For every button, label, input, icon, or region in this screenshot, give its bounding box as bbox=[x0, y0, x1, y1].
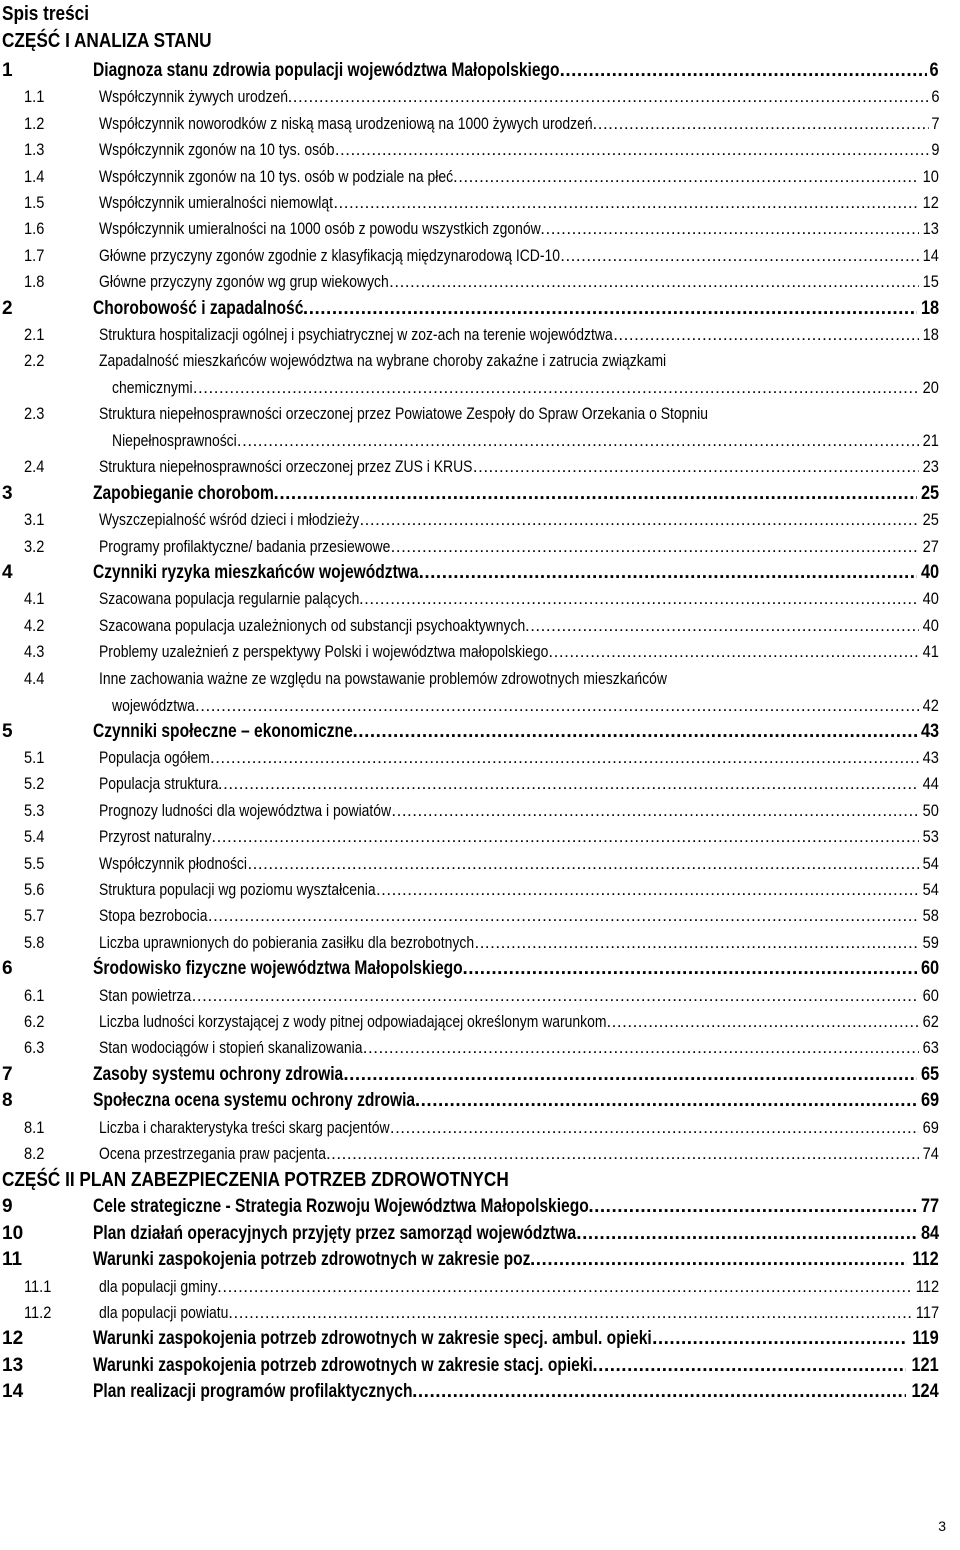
toc-entry[interactable] bbox=[0, 613, 960, 639]
toc-entry-title: Struktura hospitalizacji ogólnej i psychiatrycznej w zoz-ach na terenie województwa bbox=[99, 325, 613, 344]
toc-entry-number: 13 bbox=[2, 1354, 24, 1376]
toc-entry-number: 5.5 bbox=[24, 853, 45, 873]
toc-entry-number: 6 bbox=[2, 958, 13, 980]
toc-entry-title: Niepełnosprawności bbox=[112, 431, 237, 451]
toc-entry-number: 5 bbox=[2, 720, 13, 742]
toc-entry-line bbox=[93, 1062, 939, 1088]
dot-leader bbox=[376, 877, 919, 903]
toc-entry-title: Społeczna ocena systemu ochrony zdrowia bbox=[93, 1090, 416, 1112]
dot-leader bbox=[540, 216, 919, 242]
toc-entry-number: 9 bbox=[2, 1196, 13, 1218]
toc-entry[interactable] bbox=[0, 1300, 960, 1326]
toc-entry-line bbox=[93, 481, 939, 507]
toc-entry-title: Plan realizacji programów profilaktycznych bbox=[93, 1381, 413, 1403]
toc-entry-page: 42 bbox=[922, 695, 939, 715]
toc-entry[interactable] bbox=[0, 58, 960, 84]
toc-entry-line bbox=[99, 930, 939, 956]
toc-entry-page: 112 bbox=[912, 1249, 939, 1271]
toc-entry-line bbox=[93, 1194, 939, 1220]
toc-entry-number: 8.2 bbox=[24, 1144, 45, 1163]
toc-entry-title: Szacowana populacja uzależnionych od substancji psychoaktywnych bbox=[99, 615, 526, 635]
toc-entry-line bbox=[99, 1115, 939, 1141]
toc-entry-title: Współczynnik żywych urodzeń bbox=[99, 87, 289, 107]
toc-entry-title: Plan działań operacyjnych przyjęty przez samorząd województwa bbox=[93, 1222, 577, 1244]
toc-entry-title: Współczynnik noworodków z niską masą urodzeniową na 1000 żywych urodzeń bbox=[99, 113, 593, 133]
page-number: 3 bbox=[938, 1518, 946, 1534]
toc-entry-page: 15 bbox=[922, 272, 939, 292]
toc-entry-page: 121 bbox=[911, 1354, 939, 1376]
toc-entry[interactable] bbox=[0, 903, 960, 929]
toc-entry-line bbox=[93, 1088, 939, 1114]
toc-entry-page: 7 bbox=[930, 113, 939, 133]
toc-entry-line bbox=[99, 613, 939, 639]
toc-entry[interactable] bbox=[0, 190, 960, 216]
toc-entry-line bbox=[99, 903, 939, 929]
toc-entry-number: 12 bbox=[2, 1328, 24, 1350]
dot-leader bbox=[303, 296, 917, 322]
toc-entry-page: 40 bbox=[922, 615, 939, 635]
toc-entry-line bbox=[99, 243, 939, 269]
dot-leader bbox=[359, 586, 919, 612]
toc-entry-number: 4.2 bbox=[24, 615, 45, 635]
toc-entry-title: Współczynnik zgonów na 10 tys. osób bbox=[99, 140, 335, 160]
toc-entry-number: 1.3 bbox=[24, 140, 45, 160]
toc-entry-title: chemicznymi bbox=[112, 378, 193, 398]
toc-entry-title: Szacowana populacja regularnie palących bbox=[99, 589, 360, 609]
dot-leader bbox=[211, 824, 919, 850]
toc-entry-title: Przyrost naturalny bbox=[99, 827, 212, 847]
toc-entry[interactable] bbox=[0, 507, 960, 533]
toc-entry-page: 18 bbox=[920, 297, 939, 319]
dot-leader bbox=[453, 164, 919, 190]
toc-entry[interactable] bbox=[0, 1115, 960, 1141]
toc-entry-line bbox=[99, 1274, 939, 1300]
toc-entry-number: 5.8 bbox=[24, 932, 45, 952]
toc-entry-page: 6 bbox=[930, 87, 939, 107]
dot-leader bbox=[218, 771, 919, 797]
toc-entry-page: 23 bbox=[922, 457, 939, 477]
toc-entry-line bbox=[99, 1300, 939, 1326]
toc-entry-number: 11.2 bbox=[24, 1303, 52, 1322]
toc-entry-line bbox=[93, 296, 939, 322]
toc-entry-page: 50 bbox=[922, 800, 939, 820]
dot-leader bbox=[195, 693, 919, 719]
toc-entry-title: Struktura niepełnosprawności orzeczonej przez ZUS i KRUS bbox=[99, 457, 473, 477]
toc-entry[interactable] bbox=[0, 322, 960, 348]
toc-entry-number: 2 bbox=[2, 297, 13, 319]
toc-entry-number: 11.1 bbox=[24, 1276, 52, 1296]
dot-leader bbox=[208, 903, 919, 929]
toc-entry-title: Zasoby systemu ochrony zdrowia bbox=[93, 1063, 344, 1085]
dot-leader bbox=[333, 190, 919, 216]
toc-entry-line bbox=[99, 164, 939, 190]
toc-entry-number: 5.1 bbox=[24, 748, 45, 767]
toc-entry-page: 25 bbox=[922, 510, 939, 530]
toc-entry-title: Chorobowość i zapadalność bbox=[93, 297, 304, 319]
toc-entry-page: 53 bbox=[922, 827, 939, 847]
toc-entry-line bbox=[99, 824, 939, 850]
toc-entry[interactable] bbox=[0, 851, 960, 877]
toc-entry-line bbox=[99, 1009, 939, 1035]
toc-entry-title: Populacja struktura bbox=[99, 774, 219, 794]
toc-entry-page: 10 bbox=[922, 166, 939, 186]
toc-entry[interactable] bbox=[0, 930, 960, 956]
toc-entry-line bbox=[93, 58, 939, 84]
toc-entry[interactable] bbox=[0, 269, 960, 295]
toc-entry-page: 43 bbox=[922, 748, 939, 767]
toc-entry[interactable] bbox=[0, 1009, 960, 1035]
dot-leader bbox=[462, 956, 916, 982]
toc-entry[interactable] bbox=[0, 1247, 960, 1273]
dot-leader bbox=[474, 930, 919, 956]
toc-entry-number: 3.1 bbox=[24, 510, 45, 530]
toc-entry-line bbox=[99, 639, 939, 665]
toc-entry-title: Ocena przestrzegania praw pacjenta bbox=[99, 1144, 327, 1163]
toc-entry-title: Główne przyczyny zgonów zgodnie z klasyfikacją międzynarodową ICD-10 bbox=[99, 245, 561, 265]
toc-entry-page: 62 bbox=[922, 1012, 939, 1031]
toc-entry-number: 2.2 bbox=[24, 351, 45, 371]
toc-entry-number: 6.3 bbox=[24, 1038, 45, 1058]
toc-entry-page: 14 bbox=[922, 245, 939, 265]
toc-entry-page: 124 bbox=[911, 1381, 939, 1403]
toc-entry-page: 54 bbox=[922, 880, 939, 899]
toc-entry-title-first-line: Inne zachowania ważne ze względu na powstawanie problemów zdrowotnych mieszkańców bbox=[99, 668, 667, 688]
toc-entry-line bbox=[99, 745, 939, 771]
toc-entry-page: 44 bbox=[922, 774, 939, 794]
toc-entry-title: Współczynnik umieralności niemowląt bbox=[99, 193, 333, 212]
toc-entry-page: 25 bbox=[920, 482, 939, 504]
toc-entry-title: Współczynnik umieralności na 1000 osób z powodu wszystkich zgonów bbox=[99, 219, 541, 239]
toc-entry-page: 63 bbox=[922, 1038, 939, 1058]
toc-entry-page: 74 bbox=[922, 1144, 939, 1163]
part1-title: CZĘŚĆ I ANALIZA STANU bbox=[2, 30, 212, 52]
dot-leader bbox=[391, 534, 919, 560]
toc-entry-line bbox=[99, 1035, 939, 1061]
toc-entry-line bbox=[93, 1326, 939, 1352]
toc-entry-title: Problemy uzależnień z perspektywy Polski i województwa małopolskiego bbox=[99, 642, 549, 662]
toc-entry-number: 10 bbox=[2, 1222, 24, 1244]
toc-entry-line bbox=[112, 375, 939, 401]
toc-entry-line bbox=[99, 84, 939, 110]
toc-entry-page: 12 bbox=[922, 193, 939, 212]
toc-entry-number: 2.1 bbox=[24, 325, 45, 344]
toc-entry-line bbox=[99, 137, 939, 163]
toc-entry-page: 59 bbox=[922, 932, 939, 952]
toc-entry-line bbox=[99, 586, 939, 612]
toc-entry[interactable] bbox=[0, 111, 960, 137]
toc-entry[interactable] bbox=[0, 243, 960, 269]
toc-entry-number: 6.1 bbox=[24, 985, 45, 1005]
toc-entry-number: 1.6 bbox=[24, 219, 45, 239]
dot-leader bbox=[419, 560, 917, 586]
part2-title: CZĘŚĆ II PLAN ZABEZPIECZENIA POTRZEB ZDROWOTNYCH bbox=[2, 1169, 509, 1192]
toc-entry[interactable] bbox=[0, 745, 960, 771]
toc-entry-line bbox=[99, 534, 939, 560]
toc-entry-page: 41 bbox=[922, 642, 939, 662]
toc-entry-page: 112 bbox=[915, 1276, 939, 1296]
toc-entry-page: 54 bbox=[922, 853, 939, 873]
toc-entry[interactable] bbox=[0, 401, 960, 454]
toc-entry-number: 6.2 bbox=[24, 1012, 45, 1031]
toc-entry-number: 7 bbox=[2, 1063, 13, 1085]
toc-entry-number: 3.2 bbox=[24, 536, 45, 556]
toc-entry-number: 2.3 bbox=[24, 404, 45, 424]
dot-leader bbox=[412, 1379, 906, 1405]
toc-entry-line bbox=[112, 693, 939, 719]
dot-leader bbox=[530, 1247, 907, 1273]
toc-entry-line bbox=[99, 877, 939, 903]
toc-entry-page: 18 bbox=[922, 325, 939, 344]
toc-entry-number: 5.2 bbox=[24, 774, 45, 794]
toc-entry-title: Populacja ogółem bbox=[99, 748, 210, 767]
toc-entry-title: Czynniki społeczne – ekonomiczne bbox=[93, 720, 353, 742]
toc-entry-line bbox=[93, 1247, 939, 1273]
toc-entry-line bbox=[99, 269, 939, 295]
toc-entry[interactable] bbox=[0, 983, 960, 1009]
toc-entry[interactable] bbox=[0, 824, 960, 850]
dot-leader bbox=[548, 639, 919, 665]
dot-leader bbox=[288, 84, 929, 110]
dot-leader bbox=[274, 481, 917, 507]
toc-entry-number: 4.4 bbox=[24, 668, 45, 688]
toc-entry-title: Liczba i charakterystyka treści skarg pacjentów bbox=[99, 1117, 390, 1137]
toc-entry-page: 69 bbox=[922, 1117, 939, 1137]
toc-entry-page: 40 bbox=[920, 562, 939, 583]
toc-entry-line bbox=[99, 851, 939, 877]
toc-entry[interactable] bbox=[0, 84, 960, 110]
dot-leader bbox=[210, 745, 919, 771]
dot-leader bbox=[192, 983, 919, 1009]
toc-entry-page: 21 bbox=[922, 431, 939, 451]
toc-entry-title: Warunki zaspokojenia potrzeb zdrowotnych w zakresie poz bbox=[93, 1249, 531, 1271]
toc-entry[interactable] bbox=[0, 1062, 960, 1088]
dot-leader bbox=[335, 137, 929, 163]
toc-entry-page: 40 bbox=[922, 589, 939, 609]
toc-entry-title: dla populacji powiatu bbox=[99, 1303, 229, 1322]
toc-entry-title: Liczba uprawnionych do pobierania zasiłku dla bezrobotnych bbox=[99, 932, 475, 952]
toc-entry[interactable] bbox=[0, 348, 960, 401]
toc-entry[interactable] bbox=[0, 1194, 960, 1220]
toc-entry-number: 4.1 bbox=[24, 589, 45, 609]
toc-entry-number: 2.4 bbox=[24, 457, 45, 477]
toc-entry-number: 1.8 bbox=[24, 272, 45, 292]
toc-entry-title: Cele strategiczne - Strategia Rozwoju Województwa Małopolskiego bbox=[93, 1196, 589, 1218]
toc-entry-page: 20 bbox=[922, 378, 939, 398]
toc-entry-page: 60 bbox=[922, 985, 939, 1005]
toc-entry-number: 4 bbox=[2, 562, 13, 583]
toc-entry[interactable] bbox=[0, 1326, 960, 1352]
toc-entry-number: 5.3 bbox=[24, 800, 45, 820]
toc-entry-number: 1.5 bbox=[24, 193, 45, 212]
toc-entry[interactable] bbox=[0, 481, 960, 507]
dot-leader bbox=[613, 322, 919, 348]
toc-entry-number: 3 bbox=[2, 482, 13, 504]
toc-entry-number: 1.7 bbox=[24, 245, 45, 265]
toc-entry-number: 8 bbox=[2, 1090, 13, 1112]
toc-entry-number: 11 bbox=[2, 1249, 23, 1271]
toc-entry-line bbox=[99, 507, 939, 533]
toc-entry-line bbox=[93, 956, 939, 982]
toc-entry-line bbox=[112, 428, 939, 454]
dot-leader bbox=[525, 613, 919, 639]
toc-entry-line bbox=[99, 111, 939, 137]
toc-entry-title: Stan powietrza bbox=[99, 985, 192, 1005]
toc-entry-line bbox=[93, 1379, 939, 1405]
toc-entry-page: 27 bbox=[922, 536, 939, 556]
dot-leader bbox=[237, 428, 919, 454]
toc-entry[interactable] bbox=[0, 1274, 960, 1300]
toc-entry-page: 6 bbox=[929, 60, 939, 81]
toc-entry-line bbox=[99, 322, 939, 348]
toc-entry[interactable] bbox=[0, 1221, 960, 1247]
dot-leader bbox=[652, 1326, 907, 1352]
toc-entry-number: 14 bbox=[2, 1381, 24, 1403]
toc-entry[interactable] bbox=[0, 666, 960, 719]
toc-entry-page: 58 bbox=[922, 906, 939, 926]
toc-entry[interactable] bbox=[0, 560, 960, 586]
toc-title: Spis treści bbox=[2, 3, 90, 25]
toc-entry-number: 5.7 bbox=[24, 906, 45, 926]
toc-entry-title: Środowisko fizyczne województwa Małopolskiego bbox=[93, 958, 463, 980]
toc-entry-line bbox=[93, 560, 939, 586]
dot-leader bbox=[228, 1300, 911, 1326]
toc-entry-title-first-line: Zapadalność mieszkańców województwa na wybrane choroby zakaźne i zatrucia związkami bbox=[99, 351, 667, 371]
toc-entry[interactable] bbox=[0, 534, 960, 560]
dot-leader bbox=[247, 851, 919, 877]
toc-entry-title: Warunki zaspokojenia potrzeb zdrowotnych w zakresie stacj. opieki bbox=[93, 1354, 593, 1376]
toc-entry-page: 119 bbox=[912, 1328, 939, 1350]
toc-entry-title: dla populacji gminy bbox=[99, 1276, 218, 1296]
toc-entry[interactable] bbox=[0, 877, 960, 903]
toc-entry[interactable] bbox=[0, 956, 960, 982]
dot-leader bbox=[592, 1353, 906, 1379]
toc-entry-page: 65 bbox=[920, 1063, 939, 1085]
toc-entry-number: 5.6 bbox=[24, 880, 45, 899]
dot-leader bbox=[473, 454, 919, 480]
toc-entry-line bbox=[93, 719, 939, 745]
toc-entry[interactable] bbox=[0, 586, 960, 612]
toc-entry-page: 13 bbox=[922, 219, 939, 239]
toc-entry[interactable] bbox=[0, 137, 960, 163]
toc-entry-page: 69 bbox=[920, 1090, 939, 1112]
toc-entry-title-first-line: Struktura niepełnosprawności orzeczonej przez Powiatowe Zespoły do Spraw Orzekania o Stopniu bbox=[99, 404, 709, 424]
toc-entry-title: Struktura populacji wg poziomu wyształcenia bbox=[99, 880, 376, 899]
toc-entry-page: 117 bbox=[915, 1303, 939, 1322]
dot-leader bbox=[606, 1009, 919, 1035]
toc-entry-page: 60 bbox=[920, 958, 939, 980]
dot-leader bbox=[560, 58, 928, 84]
toc-entry-line bbox=[99, 1141, 939, 1167]
dot-leader bbox=[415, 1088, 917, 1114]
toc-entry-line bbox=[99, 190, 939, 216]
toc-entry-page: 84 bbox=[920, 1222, 939, 1244]
toc-entry-title: Prognozy ludności dla województwa i powiatów bbox=[99, 800, 392, 820]
toc-entry-title: Czynniki ryzyka mieszkańców województwa bbox=[93, 562, 419, 583]
toc-entry-title: Programy profilaktyczne/ badania przesiewowe bbox=[99, 536, 391, 556]
toc-entry-number: 4.3 bbox=[24, 642, 45, 662]
dot-leader bbox=[353, 719, 917, 745]
toc-entry-title: Współczynnik zgonów na 10 tys. osób w podziale na płeć bbox=[99, 166, 454, 186]
toc-entry[interactable] bbox=[0, 1035, 960, 1061]
toc-entry-page: 43 bbox=[920, 720, 939, 742]
toc-entry[interactable] bbox=[0, 1141, 960, 1167]
toc-entry[interactable] bbox=[0, 216, 960, 242]
dot-leader bbox=[326, 1141, 919, 1167]
toc-entry[interactable] bbox=[0, 1088, 960, 1114]
toc-entry-line bbox=[99, 798, 939, 824]
toc-entry[interactable] bbox=[0, 296, 960, 322]
toc-entry-title: województwa bbox=[112, 695, 195, 715]
toc-entry[interactable] bbox=[0, 454, 960, 480]
dot-leader bbox=[576, 1221, 917, 1247]
dot-leader bbox=[359, 507, 919, 533]
toc-entry-title: Główne przyczyny zgonów wg grup wiekowych bbox=[99, 272, 389, 292]
toc-entry[interactable] bbox=[0, 1353, 960, 1379]
dot-leader bbox=[560, 243, 919, 269]
toc-entry[interactable] bbox=[0, 719, 960, 745]
toc-entry-number: 1.4 bbox=[24, 166, 45, 186]
dot-leader bbox=[390, 1115, 919, 1141]
toc-entry-number: 1 bbox=[2, 60, 13, 81]
toc-entry-line bbox=[99, 771, 939, 797]
toc-entry-line bbox=[99, 216, 939, 242]
toc-entry-line bbox=[99, 454, 939, 480]
dot-leader bbox=[217, 1274, 911, 1300]
toc-entry-title: Współczynnik płodności bbox=[99, 853, 247, 873]
dot-leader bbox=[343, 1062, 917, 1088]
toc-entry-title: Diagnoza stanu zdrowia populacji województwa Małopolskiego bbox=[93, 60, 560, 81]
dot-leader bbox=[588, 1194, 917, 1220]
toc-entry[interactable] bbox=[0, 771, 960, 797]
toc-entry-title: Warunki zaspokojenia potrzeb zdrowotnych w zakresie specj. ambul. opieki bbox=[93, 1328, 652, 1350]
toc-entry-number: 1.2 bbox=[24, 113, 45, 133]
toc-entry-title: Zapobieganie chorobom bbox=[93, 482, 274, 504]
toc-entry-number: 8.1 bbox=[24, 1117, 45, 1137]
toc-entry-page: 77 bbox=[920, 1196, 939, 1218]
toc-entry-number: 5.4 bbox=[24, 827, 45, 847]
toc-entry-number: 1.1 bbox=[24, 87, 45, 107]
dot-leader bbox=[193, 375, 919, 401]
toc-entry-line bbox=[93, 1353, 939, 1379]
toc-entry-line bbox=[93, 1221, 939, 1247]
dot-leader bbox=[593, 111, 929, 137]
toc-entry-title: Stopa bezrobocia bbox=[99, 906, 208, 926]
toc-entry[interactable] bbox=[0, 164, 960, 190]
toc-entry[interactable] bbox=[0, 639, 960, 665]
toc-entry-title: Liczba ludności korzystającej z wody pitnej odpowiadającej określonym warunkom bbox=[99, 1012, 607, 1031]
dot-leader bbox=[391, 798, 919, 824]
toc-entry-page: 9 bbox=[930, 140, 939, 160]
toc-entry-title: Wyszczepialność wśród dzieci i młodzieży bbox=[99, 510, 360, 530]
toc-entry-title: Stan wodociągów i stopień skanalizowania bbox=[99, 1038, 363, 1058]
toc-entry-line bbox=[99, 983, 939, 1009]
dot-leader bbox=[389, 269, 919, 295]
toc-entry[interactable] bbox=[0, 1379, 960, 1405]
dot-leader bbox=[363, 1035, 919, 1061]
toc-entry[interactable] bbox=[0, 798, 960, 824]
